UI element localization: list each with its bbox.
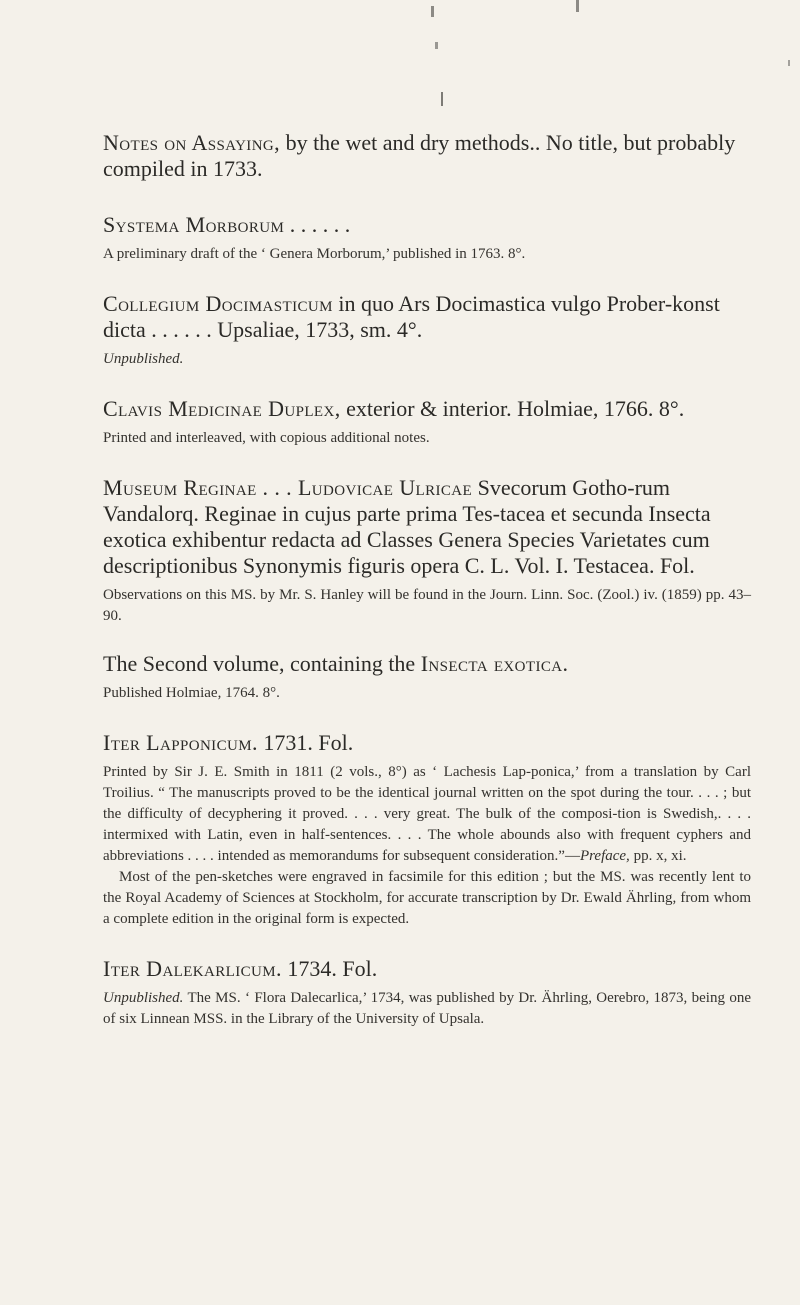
speck (576, 0, 579, 12)
entry-heading (103, 956, 751, 982)
entry-heading (103, 130, 751, 182)
entry-heading (103, 291, 751, 343)
speck (788, 60, 790, 66)
catalogue-entries (103, 130, 751, 1030)
entry-title: Clavis Medicinae Duplex, (103, 396, 341, 421)
entry-systema-morborum (103, 212, 751, 265)
entry-collegium-docimasticum (103, 291, 751, 370)
entry-description: Svecorum Gotho-rum Vandalorq. Reginae in cujus parte prima Tes-tacea et secunda Insecta exotica exhibentur redacta ad Classes Genera Species Varietates cum descriptionibus Synonymis figuris opera C. L. Vol. I. Testacea. Fol. (103, 475, 711, 578)
entry-note-status: Unpublished. (103, 990, 184, 1006)
entry-note: A preliminary draft of the ‘ Genera Morborum,’ published in 1763. 8°. (103, 246, 526, 262)
entry-title: Iter Dalekarlicum. (103, 956, 282, 981)
entry-note: Observations on this MS. by Mr. S. Hanley will be found in the Journ. Linn. Soc. (Zool.) iv. (1859) pp. 43–90. (103, 587, 751, 624)
entry-description: The Second volume, containing the (103, 651, 421, 676)
entry-title: Notes on Assaying, (103, 130, 281, 155)
speck (441, 92, 443, 106)
entry-note-paragraph: Most of the pen-sketches were engraved in facsimile for this edition ; but the MS. was recently lent to the Royal Academy of Sciences at Stockholm, for accurate transcription by Dr. Ewald Ährling, from whom a complete edition in the original form is expected. (103, 869, 751, 927)
entry-museum-reginae (103, 475, 751, 627)
entry-note (103, 988, 751, 1030)
speck (431, 6, 434, 17)
entry-note: Printed and interleaved, with copious additional notes. (103, 430, 430, 446)
entry-heading (103, 212, 751, 238)
entry-description: . . . . . . (284, 212, 351, 237)
entry-note-text: The MS. ‘ Flora Dalecarlica,’ 1734, was published by Dr. Ährling, Oerebro, 1873, being one of six Linnean MSS. in the Library of the University of Upsala. (103, 990, 751, 1027)
entry-note (103, 762, 751, 867)
entry-heading (103, 396, 751, 422)
entry-clavis-medicinae (103, 396, 751, 449)
entry-note-text: Printed by Sir J. E. Smith in 1811 (2 vols., 8°) as ‘ Lachesis Lap-ponica,’ from a translation by Carl Troilius. “ The manuscripts proved to be the identical journal written on the spot during the tour. . . . ; but the difficulty of decyphering it proved. . . . very great. The bulk of the composi-tion is Swedish,. . . . intermixed with Latin, even in half-sentences. . . . The whole abounds also with frequent cyphers and abbreviations . . . . intended as memorandums for subsequent consideration.”— (103, 764, 751, 864)
entry-iter-dalekarlicum (103, 956, 751, 1030)
entry-title: Systema Morborum (103, 212, 285, 237)
entry-description: in quo Ars Docimastica vulgo Prober-konst dicta . . . . . . Upsaliae, 1733, sm. 4°. (103, 291, 720, 342)
entry-note: Published Holmiae, 1764. 8°. (103, 685, 280, 701)
entry-heading (103, 651, 751, 677)
entry-notes-on-assaying (103, 130, 751, 182)
paper-specks (0, 0, 800, 110)
entry-title: Iter Lapponicum. (103, 730, 258, 755)
entry-description: by the wet and dry methods.. No title, but probably compiled in 1733. (103, 130, 736, 181)
speck (435, 42, 438, 49)
entry-description: exterior & interior. Holmiae, 1766. 8°. (340, 396, 685, 421)
entry-title: Museum Reginae . . . Ludovicae Ulricae (103, 475, 473, 500)
entry-title: Insecta exotica. (420, 651, 569, 676)
entry-description: 1734. Fol. (281, 956, 378, 981)
entry-note-pages: pp. x, xi. (629, 848, 687, 864)
entry-note-citation: Preface, (579, 848, 630, 864)
entry-heading (103, 730, 751, 756)
entry-description: 1731. Fol. (257, 730, 354, 755)
entry-note: Unpublished. (103, 351, 184, 367)
entry-second-volume (103, 651, 751, 704)
entry-title: Collegium Docimasticum (103, 291, 333, 316)
entry-heading (103, 475, 751, 579)
entry-iter-lapponicum (103, 730, 751, 930)
